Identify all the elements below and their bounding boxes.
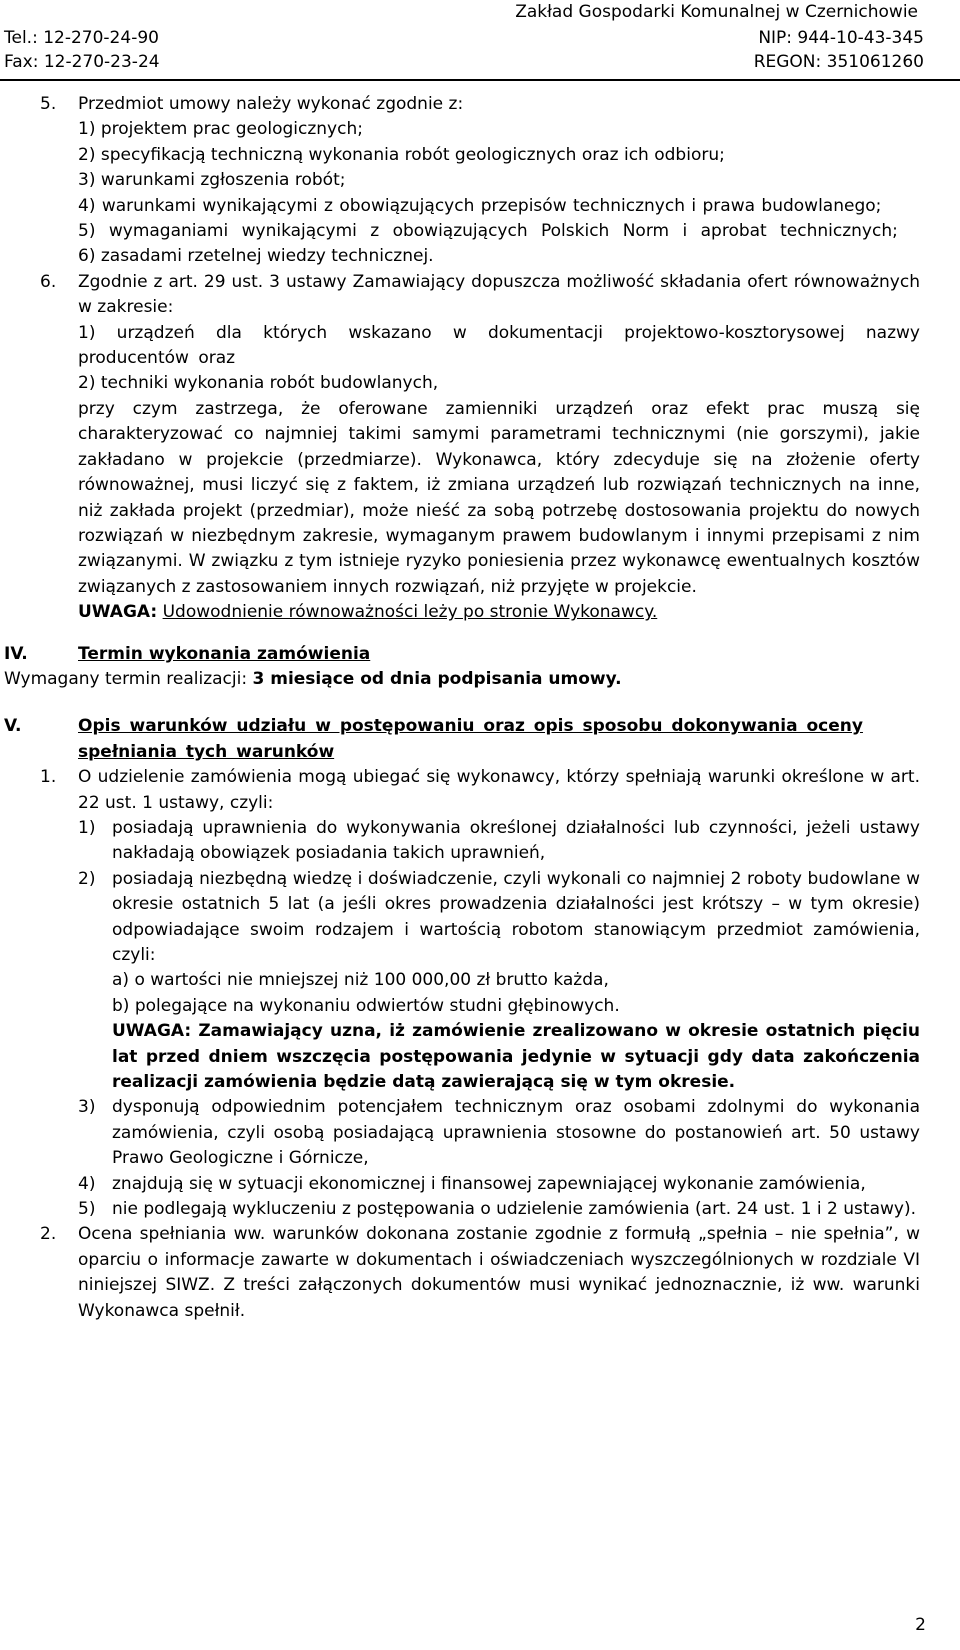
secIV-label: Wymagany termin realizacji:: [4, 668, 248, 689]
secV-p1-number: 1.: [40, 767, 57, 788]
secV-item-2a: a) o wartości nie mniejszej niż 100 000,00 zł brutto każda,: [112, 970, 609, 991]
secIV-term: [4, 667, 960, 692]
secV-item-1: 1) posiadają uprawnienia do wykonywania określonej działalności lub czynności, jeżeli ustawy nakładają obowiązek posiadania takich uprawnień,: [78, 817, 920, 864]
secIV-value: 3 miesiące od dnia podpisania umowy.: [252, 668, 622, 689]
header-fax: Fax: 12-270-23-24: [4, 52, 160, 72]
sec6-intro: 6. Zgodnie z art. 29 ust. 3 ustawy Zamawiający dopuszcza możliwość składania ofert równoważnych w zakresie:: [40, 271, 920, 318]
sec6-note: [78, 600, 920, 625]
secV-title: Opis warunków udziału w postępowaniu oraz opis sposobu dokonywania oceny spełniania tych warunków: [78, 716, 863, 762]
sec6-number: 6.: [40, 271, 57, 292]
secV-p2: 2. Ocena spełniania ww. warunków dokonana zostanie zgodnie z formułą „spełnia – nie spełnia”, w oparciu o informacje zawarte w dokumentach i oświadczeniach wyszczególnionych w rozdziale VI niniejszej SIWZ. Z treści załączonych dokumentów musi wynikać jednoznacznie, iż ww. warunki Wykonawca spełnił.: [40, 1224, 920, 1321]
header-row-2: [0, 50, 960, 74]
sec6-note-text: Udowodnienie równoważności leży po stronie Wykonawcy.: [162, 602, 658, 623]
header-nip: NIP: 944-10-43-345: [758, 28, 924, 48]
secV-p2-number: 2.: [40, 1224, 57, 1245]
sec5-item: 2) specyfikacją techniczną wykonania robót geologicznych oraz ich odbioru;: [78, 144, 725, 165]
secV-item-2b: b) polegające na wykonaniu odwiertów studni głębinowych.: [112, 995, 620, 1016]
header-company: Zakład Gospodarki Komunalnej w Czernichowie: [515, 2, 918, 22]
page-number: 2: [915, 1615, 926, 1635]
secIV-heading: [4, 642, 960, 667]
sec5-intro: 5. Przedmiot umowy należy wykonać zgodnie z:: [78, 92, 920, 117]
header-row-1: [0, 26, 960, 50]
secV-item-4: 4) znajdują się w sytuacji ekonomicznej i finansowej zapewniającej wykonanie zamówienia,: [78, 1173, 866, 1194]
sec6-note-label: UWAGA:: [78, 602, 158, 623]
secIV-number: IV.: [4, 643, 28, 664]
document-body: [0, 92, 960, 1324]
secV-item-2: 2) posiadają niezbędną wiedzę i doświadczenie, czyli wykonali co najmniej 2 roboty budowlane w okresie ostatnich 5 lat (a jeśli okres prowadzenia działalności jest krótszy – w tym okresie) odpowiadające swoim rodzajem i wartością robotom stanowiącym przedmiot zamówienia, czyli:: [78, 868, 920, 965]
header-regon: REGON: 351061260: [753, 52, 924, 72]
sec6-item: 1) urządzeń dla których wskazano w dokumentacji projektowo-kosztorysowej nazwy producentów oraz: [78, 322, 920, 369]
sec5-item: 4) warunkami wynikającymi z obowiązujących przepisów technicznych i prawa budowlanego;: [78, 195, 882, 216]
sec5-number: 5.: [40, 94, 57, 114]
sec5-item: 5) wymaganiami wynikającymi z obowiązujących Polskich Norm i aprobat technicznych;: [78, 221, 898, 242]
secV-p1: 1. O udzielenie zamówienia mogą ubiegać się wykonawcy, którzy spełniają warunki określone w art. 22 ust. 1 ustawy, czyli:: [40, 767, 920, 813]
sec6-item: 2) techniki wykonania robót budowlanych,: [78, 373, 439, 394]
sec5-item: 3) warunkami zgłoszenia robót;: [78, 170, 346, 191]
sec5-item: 1) projektem prac geologicznych;: [78, 119, 363, 140]
secV-heading: [4, 714, 920, 765]
secV-number: V.: [4, 716, 22, 737]
sec5-item: 6) zasadami rzetelnej wiedzy technicznej.: [78, 246, 434, 267]
header-rule: [0, 79, 960, 81]
secIV-title: Termin wykonania zamówienia: [78, 643, 371, 664]
secV-item-3: 3) dysponują odpowiednim potencjałem technicznym oraz osobami zdolnymi do wykonania zamówienia, czyli osobą posiadającą uprawnienia stosowne do postanowień art. 50 ustawy Prawo Geologiczne i Górnicze,: [78, 1097, 920, 1169]
header-tel: Tel.: 12-270-24-90: [4, 28, 159, 48]
sec6-body: przy czym zastrzega, że oferowane zamienniki urządzeń oraz efekt prac muszą się charakteryzować co najmniej takimi samymi parametrami technicznymi (nie gorszymi), jakie zakładano w projekcie (przedmiarze). Wykonawca, który zdecyduje się na złożenie oferty równoważnej, musi liczyć się z faktem, iż zmiana urządzeń lub rozwiązań technicznych na inne, niż zakłada projekt (przedmiar), może nieść za sobą potrzebę dostosowania projektu do nowych rozwiązań w niezbędnym zakresie, wymaganym prawem budowlanym i innymi przepisami z nim związanymi. W związku z tym istnieje ryzyko poniesienia przez wykonawcę ewentualnych kosztów związanych z zastosowaniem innych rozwiązań, niż przyjęte w projekcie.: [78, 398, 920, 597]
secV-item-2-note: UWAGA: Zamawiający uzna, iż zamówienie zrealizowano w okresie ostatnich pięciu lat przed dniem wszczęcia postępowania jedynie w sytuacji gdy data zakończenia realizacji zamówienia będzie datą zawierającą się w tym okresie.: [112, 1021, 920, 1093]
secV-item-5: 5) nie podlegają wykluczeniu z postępowania o udzielenie zamówienia (art. 24 ust. 1 i 2 ustawy).: [78, 1199, 916, 1220]
